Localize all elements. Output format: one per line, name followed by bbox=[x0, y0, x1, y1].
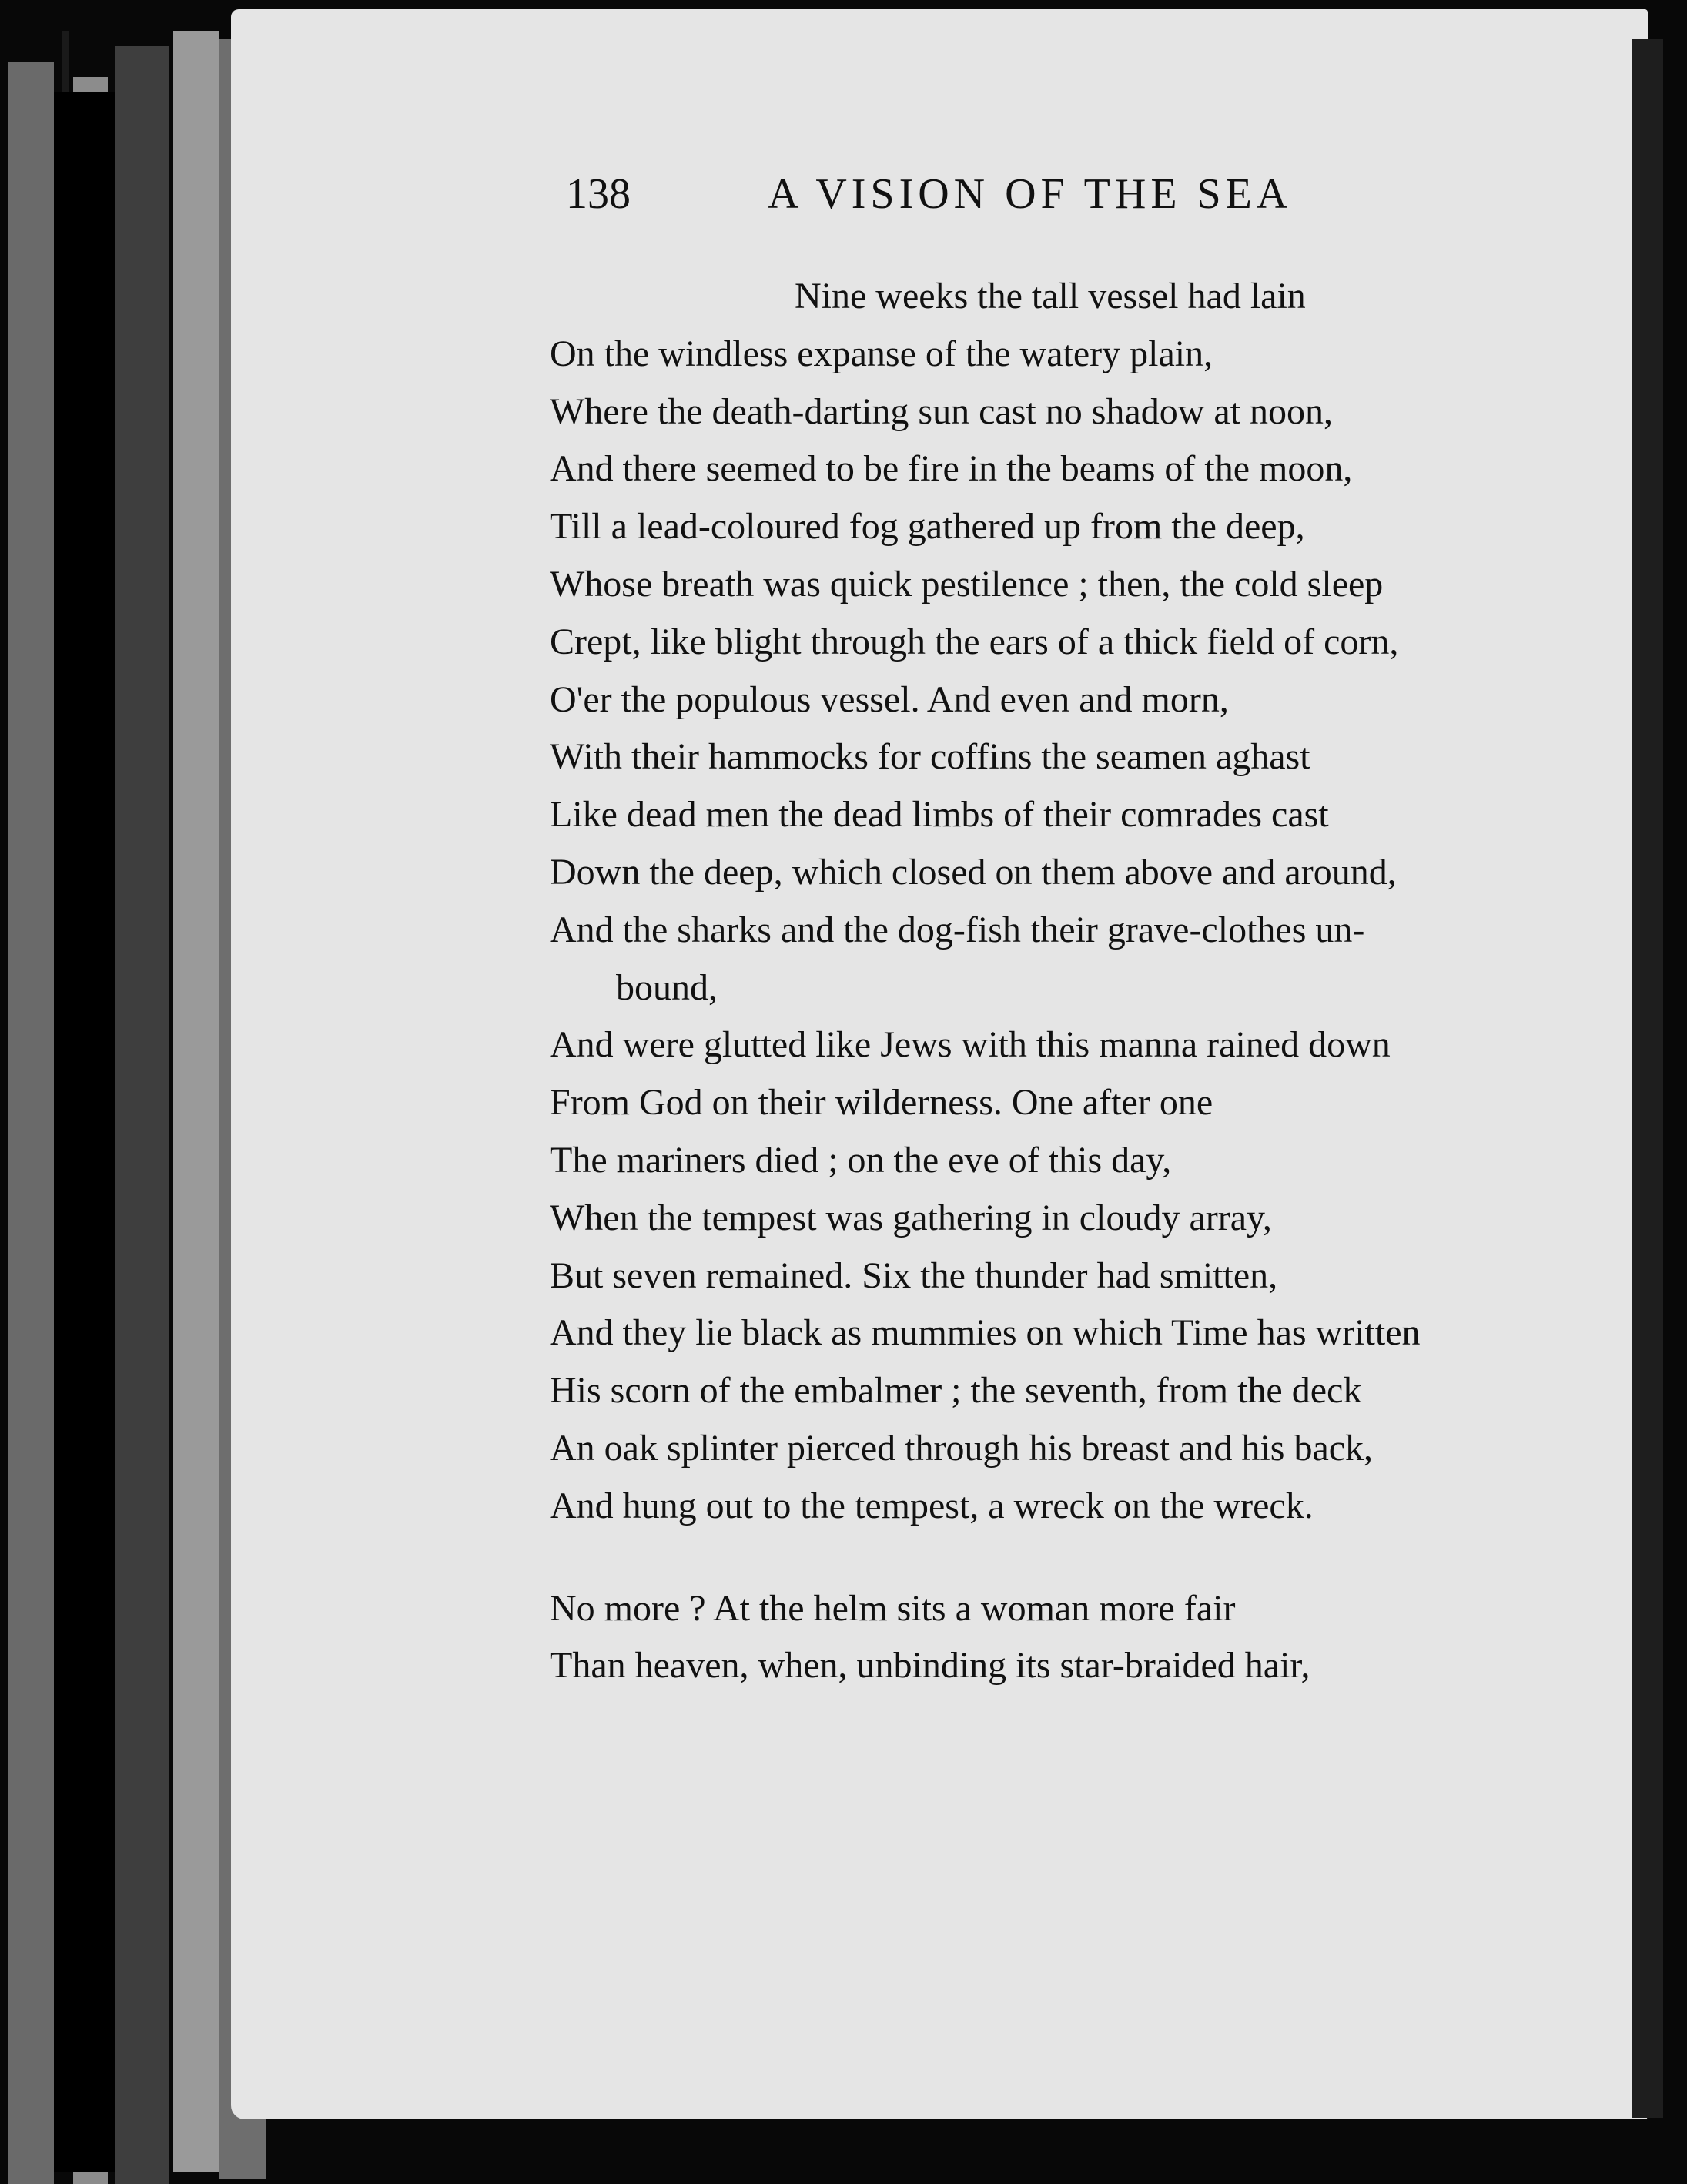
running-title: A VISION OF THE SEA bbox=[768, 170, 1293, 218]
poem-text bbox=[550, 268, 1551, 1695]
poem-line: Down the deep, which closed on them above and around, bbox=[550, 851, 1397, 893]
page-header bbox=[566, 169, 1351, 254]
poem-line: With their hammocks for coffins the seamen aghast bbox=[550, 736, 1310, 778]
poem-line: Whose breath was quick pestilence ; then, the cold sleep bbox=[550, 563, 1384, 605]
poem-line: And were glutted like Jews with this manna rained down bbox=[550, 1024, 1391, 1066]
poem-line: And hung out to the tempest, a wreck on the wreck. bbox=[550, 1485, 1314, 1526]
poem-line: And they lie black as mummies on which Time has written bbox=[550, 1312, 1421, 1354]
poem-line: The mariners died ; on the eve of this day, bbox=[550, 1139, 1172, 1181]
poem-line: On the windless expanse of the watery plain, bbox=[550, 333, 1213, 374]
poem-line: Than heaven, when, unbinding its star-braided hair, bbox=[550, 1645, 1310, 1687]
poem-line: But seven remained. Six the thunder had smitten, bbox=[550, 1254, 1278, 1296]
poem-line-turnover: bound, bbox=[616, 966, 718, 1008]
poem-line: An oak splinter pierced through his breast and his back, bbox=[550, 1427, 1374, 1469]
poem-line: When the tempest was gathering in cloudy array, bbox=[550, 1197, 1272, 1238]
page-number: 138 bbox=[566, 170, 631, 218]
poem-line: Where the death-darting sun cast no shadow at noon, bbox=[550, 390, 1334, 432]
poem-line: From God on their wilderness. One after one bbox=[550, 1082, 1213, 1124]
page-gutter-shadow bbox=[1632, 39, 1663, 2118]
poem-line: Like dead men the dead limbs of their comrades cast bbox=[550, 794, 1329, 836]
book-page-edges bbox=[0, 31, 269, 2172]
poem-line: O'er the populous vessel. And even and morn, bbox=[550, 678, 1229, 720]
poem-line: His scorn of the embalmer ; the seventh, from the deck bbox=[550, 1370, 1362, 1412]
stanza-break bbox=[550, 1536, 1551, 1580]
poem-line: Crept, like blight through the ears of a thick field of corn, bbox=[550, 621, 1399, 662]
poem-line: No more ? At the helm sits a woman more fair bbox=[550, 1587, 1236, 1629]
poem-line: And the sharks and the dog-fish their grave-clothes un- bbox=[550, 909, 1365, 950]
poem-line: And there seemed to be fire in the beams of the moon, bbox=[550, 448, 1353, 490]
poem-line: Till a lead-coloured fog gathered up from the deep, bbox=[550, 506, 1305, 548]
poem-line: Nine weeks the tall vessel had lain bbox=[795, 276, 1306, 317]
